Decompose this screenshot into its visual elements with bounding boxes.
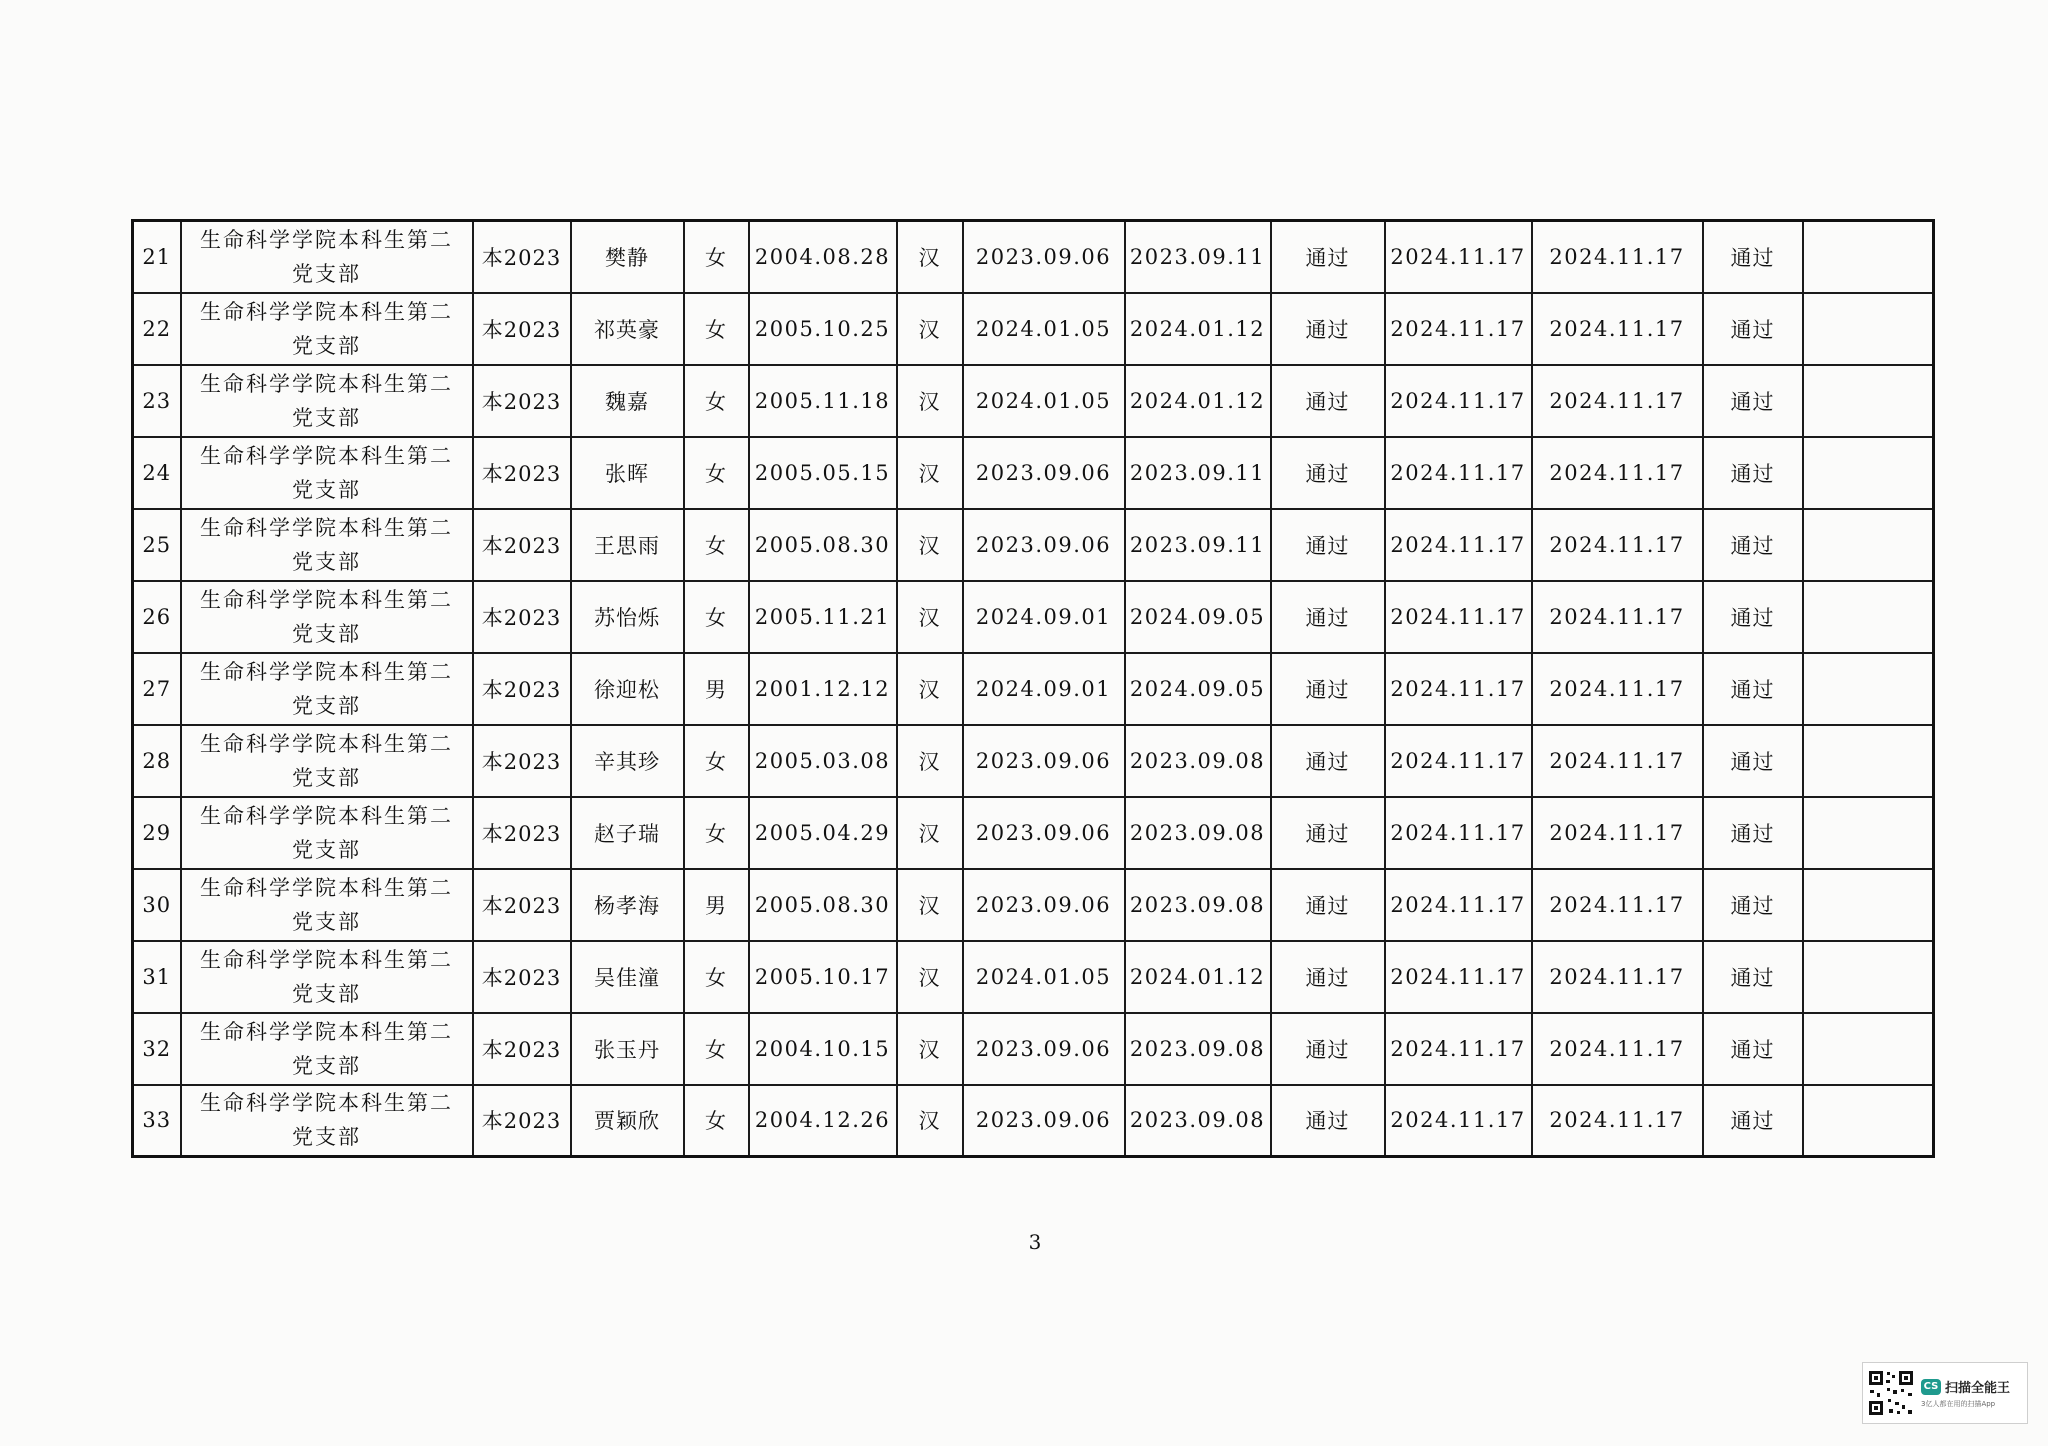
date-b: 2023.09.08 [1125,869,1271,941]
party-branch-line2: 党支部 [292,261,361,286]
party-branch-line2: 党支部 [292,693,361,718]
ethnicity: 汉 [897,437,963,509]
party-branch-line2: 党支部 [292,549,361,574]
date-d: 2024.11.17 [1532,869,1703,941]
birth-date: 2004.08.28 [749,221,897,293]
date-c: 2024.11.17 [1385,797,1532,869]
gender: 女 [684,293,749,365]
date-a: 2023.09.06 [963,221,1125,293]
date-b: 2023.09.11 [1125,509,1271,581]
row-number: 30 [133,869,181,941]
ethnicity: 汉 [897,1013,963,1085]
watermark-title-row [1921,1377,2010,1396]
party-branch-line2: 党支部 [292,981,361,1006]
table-row [133,437,1934,509]
date-c: 2024.11.17 [1385,365,1532,437]
table-row [133,725,1934,797]
date-a: 2023.09.06 [963,869,1125,941]
date-c: 2024.11.17 [1385,1013,1532,1085]
table-row [133,653,1934,725]
table-row [133,293,1934,365]
birth-date: 2005.08.30 [749,869,897,941]
gender: 女 [684,221,749,293]
party-branch [181,365,473,437]
result-b: 通过 [1703,1013,1803,1085]
grade: 本2023 [473,365,571,437]
table-row [133,581,1934,653]
result-b: 通过 [1703,725,1803,797]
date-c: 2024.11.17 [1385,221,1532,293]
result-a: 通过 [1271,941,1385,1013]
member-name: 杨孝海 [571,869,684,941]
date-d: 2024.11.17 [1532,1013,1703,1085]
row-number: 26 [133,581,181,653]
row-number: 21 [133,221,181,293]
date-d: 2024.11.17 [1532,653,1703,725]
ethnicity: 汉 [897,725,963,797]
row-number: 25 [133,509,181,581]
table-row [133,941,1934,1013]
date-c: 2024.11.17 [1385,653,1532,725]
result-b: 通过 [1703,653,1803,725]
party-branch-line1: 生命科学学院本科生第二 [200,731,453,756]
gender: 女 [684,1013,749,1085]
grade: 本2023 [473,221,571,293]
remark [1803,725,1934,797]
remark [1803,869,1934,941]
table-row [133,869,1934,941]
date-b: 2024.01.12 [1125,941,1271,1013]
result-b: 通过 [1703,437,1803,509]
result-b: 通过 [1703,293,1803,365]
party-branch-line1: 生命科学学院本科生第二 [200,659,453,684]
row-number: 29 [133,797,181,869]
date-b: 2023.09.11 [1125,221,1271,293]
result-b: 通过 [1703,941,1803,1013]
gender: 女 [684,725,749,797]
cs-logo-icon: CS [1921,1379,1941,1395]
grade: 本2023 [473,581,571,653]
result-b: 通过 [1703,365,1803,437]
date-a: 2023.09.06 [963,509,1125,581]
gender: 女 [684,941,749,1013]
ethnicity: 汉 [897,365,963,437]
grade: 本2023 [473,869,571,941]
date-b: 2023.09.11 [1125,437,1271,509]
member-name: 王思雨 [571,509,684,581]
party-branch [181,653,473,725]
member-name: 吴佳潼 [571,941,684,1013]
ethnicity: 汉 [897,653,963,725]
birth-date: 2005.05.15 [749,437,897,509]
member-name: 祁英豪 [571,293,684,365]
party-branch-line1: 生命科学学院本科生第二 [200,371,453,396]
row-number: 27 [133,653,181,725]
date-c: 2024.11.17 [1385,509,1532,581]
date-c: 2024.11.17 [1385,941,1532,1013]
member-name: 苏怡烁 [571,581,684,653]
party-branch-line1: 生命科学学院本科生第二 [200,803,453,828]
result-b: 通过 [1703,509,1803,581]
result-a: 通过 [1271,509,1385,581]
result-a: 通过 [1271,725,1385,797]
gender: 女 [684,581,749,653]
result-a: 通过 [1271,581,1385,653]
remark [1803,941,1934,1013]
date-d: 2024.11.17 [1532,365,1703,437]
date-b: 2024.09.05 [1125,581,1271,653]
table-row [133,221,1934,293]
birth-date: 2005.10.17 [749,941,897,1013]
result-a: 通过 [1271,437,1385,509]
date-b: 2023.09.08 [1125,725,1271,797]
date-a: 2024.01.05 [963,941,1125,1013]
birth-date: 2005.08.30 [749,509,897,581]
remark [1803,581,1934,653]
birth-date: 2001.12.12 [749,653,897,725]
party-branch [181,725,473,797]
party-branch [181,941,473,1013]
party-branch-line1: 生命科学学院本科生第二 [200,1091,453,1116]
party-branch [181,293,473,365]
date-d: 2024.11.17 [1532,941,1703,1013]
date-c: 2024.11.17 [1385,1085,1532,1157]
result-a: 通过 [1271,797,1385,869]
remark [1803,797,1934,869]
row-number: 31 [133,941,181,1013]
qr-code-icon [1867,1369,1915,1417]
birth-date: 2005.11.18 [749,365,897,437]
gender: 女 [684,1085,749,1157]
date-a: 2023.09.06 [963,437,1125,509]
member-name: 张晖 [571,437,684,509]
date-b: 2024.01.12 [1125,365,1271,437]
gender: 女 [684,365,749,437]
party-branch-line1: 生命科学学院本科生第二 [200,947,453,972]
date-d: 2024.11.17 [1532,581,1703,653]
grade: 本2023 [473,797,571,869]
date-c: 2024.11.17 [1385,581,1532,653]
date-c: 2024.11.17 [1385,725,1532,797]
party-branch-line2: 党支部 [292,405,361,430]
result-a: 通过 [1271,221,1385,293]
ethnicity: 汉 [897,581,963,653]
gender: 女 [684,797,749,869]
party-branch-line1: 生命科学学院本科生第二 [200,227,453,252]
grade: 本2023 [473,941,571,1013]
birth-date: 2005.11.21 [749,581,897,653]
ethnicity: 汉 [897,1085,963,1157]
date-c: 2024.11.17 [1385,437,1532,509]
date-c: 2024.11.17 [1385,293,1532,365]
gender: 女 [684,437,749,509]
result-a: 通过 [1271,365,1385,437]
remark [1803,221,1934,293]
party-branch-line1: 生命科学学院本科生第二 [200,875,453,900]
row-number: 28 [133,725,181,797]
result-a: 通过 [1271,293,1385,365]
grade: 本2023 [473,293,571,365]
grade: 本2023 [473,1013,571,1085]
member-name: 辛其珍 [571,725,684,797]
ethnicity: 汉 [897,221,963,293]
date-a: 2023.09.06 [963,725,1125,797]
result-a: 通过 [1271,869,1385,941]
row-number: 24 [133,437,181,509]
remark [1803,509,1934,581]
date-d: 2024.11.17 [1532,509,1703,581]
result-a: 通过 [1271,653,1385,725]
result-b: 通过 [1703,221,1803,293]
birth-date: 2004.12.26 [749,1085,897,1157]
party-branch-line2: 党支部 [292,1053,361,1078]
date-d: 2024.11.17 [1532,437,1703,509]
date-a: 2023.09.06 [963,1085,1125,1157]
party-branch-line2: 党支部 [292,477,361,502]
page-number: 3 [1028,1230,1042,1254]
date-a: 2024.09.01 [963,653,1125,725]
table-row [133,509,1934,581]
birth-date: 2005.10.25 [749,293,897,365]
grade: 本2023 [473,509,571,581]
table-row [133,1085,1934,1157]
party-branch-line1: 生命科学学院本科生第二 [200,299,453,324]
remark [1803,437,1934,509]
member-name: 张玉丹 [571,1013,684,1085]
grade: 本2023 [473,725,571,797]
party-branch-line1: 生命科学学院本科生第二 [200,443,453,468]
watermark-subtitle: 3亿人都在用的扫描App [1921,1400,1996,1408]
party-branch-line1: 生命科学学院本科生第二 [200,515,453,540]
member-name: 樊静 [571,221,684,293]
birth-date: 2005.03.08 [749,725,897,797]
gender: 男 [684,653,749,725]
party-branch [181,797,473,869]
result-b: 通过 [1703,797,1803,869]
grade: 本2023 [473,437,571,509]
party-branch-line2: 党支部 [292,621,361,646]
member-name: 徐迎松 [571,653,684,725]
party-branch [181,1013,473,1085]
row-number: 32 [133,1013,181,1085]
ethnicity: 汉 [897,797,963,869]
party-branch [181,869,473,941]
gender: 女 [684,509,749,581]
member-name: 赵子瑞 [571,797,684,869]
ethnicity: 汉 [897,941,963,1013]
date-d: 2024.11.17 [1532,797,1703,869]
result-a: 通过 [1271,1013,1385,1085]
member-name: 贾颖欣 [571,1085,684,1157]
party-branch-line2: 党支部 [292,837,361,862]
ethnicity: 汉 [897,509,963,581]
table-row [133,797,1934,869]
remark [1803,653,1934,725]
party-branch-line2: 党支部 [292,1125,361,1150]
date-b: 2023.09.08 [1125,797,1271,869]
party-branch-line1: 生命科学学院本科生第二 [200,1019,453,1044]
grade: 本2023 [473,1085,571,1157]
result-b: 通过 [1703,869,1803,941]
row-number: 22 [133,293,181,365]
table-row [133,365,1934,437]
date-d: 2024.11.17 [1532,1085,1703,1157]
date-a: 2024.09.01 [963,581,1125,653]
date-a: 2024.01.05 [963,365,1125,437]
party-branch [181,509,473,581]
party-branch-line2: 党支部 [292,333,361,358]
watermark-text [1921,1377,2010,1409]
table-row [133,1013,1934,1085]
result-b: 通过 [1703,1085,1803,1157]
date-b: 2024.01.12 [1125,293,1271,365]
party-branch [181,581,473,653]
party-branch-line2: 党支部 [292,765,361,790]
birth-date: 2004.10.15 [749,1013,897,1085]
scanner-watermark [1862,1362,2028,1424]
remark [1803,1085,1934,1157]
remark [1803,293,1934,365]
date-b: 2023.09.08 [1125,1085,1271,1157]
remark [1803,365,1934,437]
date-a: 2023.09.06 [963,797,1125,869]
watermark-title: 扫描全能王 [1945,1381,2011,1396]
ethnicity: 汉 [897,869,963,941]
party-branch [181,221,473,293]
date-b: 2023.09.08 [1125,1013,1271,1085]
date-d: 2024.11.17 [1532,725,1703,797]
member-table [131,219,1935,1158]
remark [1803,1013,1934,1085]
date-a: 2023.09.06 [963,1013,1125,1085]
row-number: 33 [133,1085,181,1157]
party-branch-line2: 党支部 [292,909,361,934]
grade: 本2023 [473,653,571,725]
result-a: 通过 [1271,1085,1385,1157]
date-d: 2024.11.17 [1532,293,1703,365]
party-branch [181,437,473,509]
table-body [133,221,1934,1157]
birth-date: 2005.04.29 [749,797,897,869]
date-a: 2024.01.05 [963,293,1125,365]
ethnicity: 汉 [897,293,963,365]
date-c: 2024.11.17 [1385,869,1532,941]
date-b: 2024.09.05 [1125,653,1271,725]
member-name: 魏嘉 [571,365,684,437]
row-number: 23 [133,365,181,437]
gender: 男 [684,869,749,941]
result-b: 通过 [1703,581,1803,653]
party-branch [181,1085,473,1157]
date-d: 2024.11.17 [1532,221,1703,293]
party-branch-line1: 生命科学学院本科生第二 [200,587,453,612]
